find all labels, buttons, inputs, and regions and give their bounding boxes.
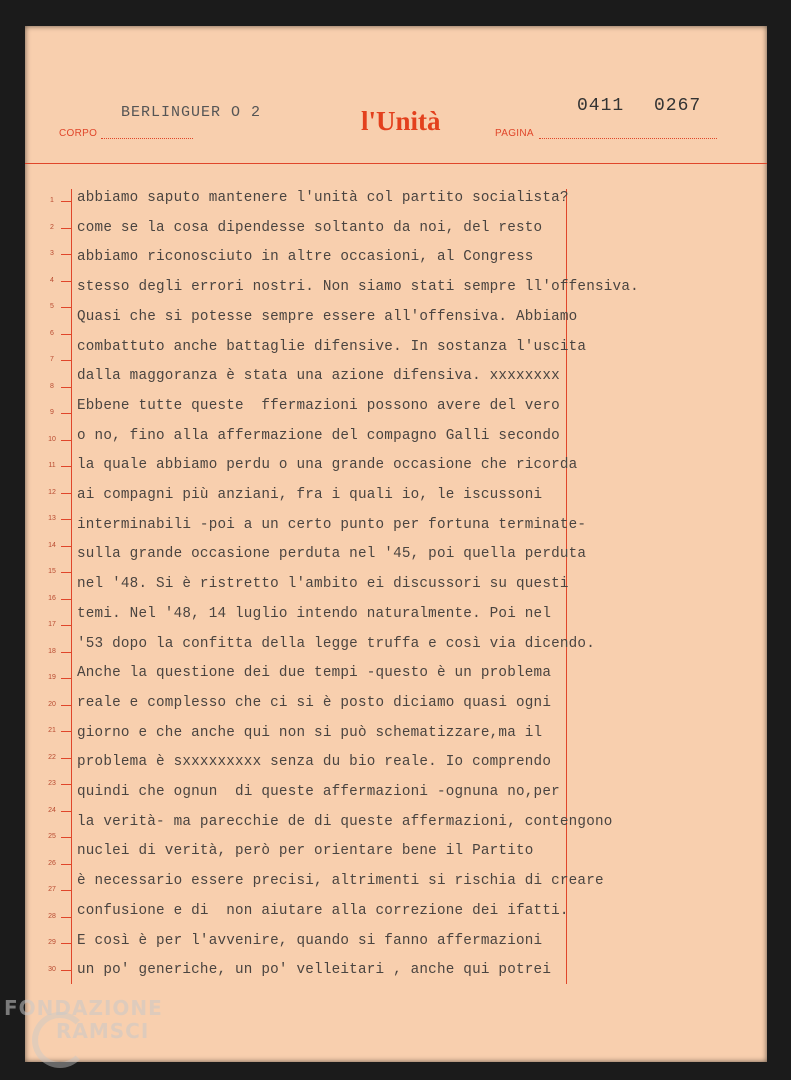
line-number: 19 xyxy=(48,674,56,681)
line-tick xyxy=(61,970,71,971)
text-line: confusione e di non aiutare alla correzione dei ifatti. xyxy=(77,902,569,919)
line-number: 20 xyxy=(48,700,56,708)
text-line: nuclei di verità, però per orientare bene il Partito xyxy=(77,843,534,860)
text-line: la verità- ma parecchie de di queste affermazioni, contengono xyxy=(77,813,613,830)
pagina-label: PAGINA xyxy=(495,128,534,139)
line-tick xyxy=(61,546,71,547)
line-tick xyxy=(61,466,71,467)
line-number: 11 xyxy=(48,462,56,469)
header-rule xyxy=(25,163,767,164)
text-line: sulla grande occasione perduta nel '45, poi quella perduta xyxy=(77,546,587,563)
watermark-fondazione: FONDAZIONE xyxy=(4,996,163,1020)
text-line: dalla maggoranza è stata una azione difensiva. xxxxxxxx xyxy=(77,368,560,385)
line-number: 8 xyxy=(50,382,54,390)
line-tick xyxy=(61,254,71,255)
line-tick xyxy=(61,731,71,732)
line-tick xyxy=(61,652,71,653)
corpo-value: BERLINGUER O 2 xyxy=(121,104,262,121)
pagina-value: 0411 0267 xyxy=(577,96,702,116)
line-tick xyxy=(61,334,71,335)
corpo-dotted-line xyxy=(101,138,193,139)
text-line: Anche la questione dei due tempi -questo è un problema xyxy=(77,665,552,682)
line-tick xyxy=(61,705,71,706)
line-tick xyxy=(61,784,71,785)
line-number: 6 xyxy=(50,329,54,337)
line-tick xyxy=(61,413,71,414)
line-number: 12 xyxy=(48,488,56,496)
text-line: o no, fino alla affermazione del compagno Galli secondo xyxy=(77,427,560,444)
text-line: abbiamo saputo mantenere l'unità col partito socialista? xyxy=(77,190,569,206)
line-tick xyxy=(61,519,71,520)
line-number: 23 xyxy=(48,780,56,787)
pagina-dotted-line xyxy=(539,138,717,139)
left-margin-line xyxy=(71,189,72,984)
line-number: 13 xyxy=(48,515,56,522)
line-tick xyxy=(61,943,71,944)
line-number: 10 xyxy=(48,435,56,443)
line-tick xyxy=(61,599,71,600)
line-tick xyxy=(61,281,71,282)
text-line: nel '48. Si è ristretto l'ambito ei discussori su questi xyxy=(77,576,569,593)
text-line: temi. Nel '48, 14 luglio intendo naturalmente. Poi nel xyxy=(77,605,552,622)
line-tick xyxy=(61,572,71,573)
line-number: 4 xyxy=(50,276,54,284)
text-line: un po' generiche, un po' velleitari , anche qui potrei xyxy=(77,962,552,979)
text-line: stesso degli errori nostri. Non siamo stati sempre ll'offensiva. xyxy=(77,279,639,296)
line-tick xyxy=(61,864,71,865)
line-tick xyxy=(61,625,71,626)
text-line: Ebbene tutte queste ffermazioni possono avere del vero xyxy=(77,397,560,414)
line-number: 7 xyxy=(50,356,54,363)
text-line: è necessario essere precisi, altrimenti si rischia di creare xyxy=(77,873,604,890)
line-number: 27 xyxy=(48,886,56,893)
line-number: 26 xyxy=(48,859,56,867)
line-number: 1 xyxy=(50,197,54,204)
line-tick xyxy=(61,228,71,229)
line-tick xyxy=(61,493,71,494)
text-line: interminabili -poi a un certo punto per fortuna terminate- xyxy=(77,516,587,533)
text-line: E così è per l'avvenire, quando si fanno affermazioni xyxy=(77,932,543,949)
line-number: 30 xyxy=(48,965,56,973)
text-line: problema è sxxxxxxxxx senza du bio reale. Io comprendo xyxy=(77,754,552,771)
line-number: 25 xyxy=(48,833,56,840)
line-tick xyxy=(61,307,71,308)
line-tick xyxy=(61,917,71,918)
line-number: 22 xyxy=(48,753,56,761)
line-number: 5 xyxy=(50,303,54,310)
line-number: 18 xyxy=(48,647,56,655)
watermark-gramsci: RAMSCI xyxy=(56,1019,150,1043)
line-tick xyxy=(61,360,71,361)
newspaper-title: l'Unità xyxy=(361,106,441,136)
line-number: 17 xyxy=(48,621,56,628)
line-number: 28 xyxy=(48,912,56,920)
line-tick xyxy=(61,201,71,202)
line-tick xyxy=(61,440,71,441)
line-number: 15 xyxy=(48,568,56,575)
text-line: reale e complesso che ci si è posto diciamo quasi ogni xyxy=(77,694,552,711)
text-line: abbiamo riconosciuto in altre occasioni, al Congress xyxy=(77,249,534,266)
line-tick xyxy=(61,758,71,759)
line-tick xyxy=(61,811,71,812)
line-tick xyxy=(61,678,71,679)
text-line: '53 dopo la confitta della legge truffa e così via dicendo. xyxy=(77,635,595,652)
line-tick xyxy=(61,890,71,891)
document-sheet xyxy=(25,26,767,1062)
line-number: 16 xyxy=(48,594,56,602)
text-line: combattuto anche battaglie difensive. In sostanza l'uscita xyxy=(77,338,587,355)
text-line: come se la cosa dipendesse soltanto da noi, del resto xyxy=(77,219,543,236)
line-number: 24 xyxy=(48,806,56,814)
text-line: la quale abbiamo perdu o una grande occasione che ricorda xyxy=(77,457,578,474)
line-number: 29 xyxy=(48,939,56,946)
line-number: 14 xyxy=(48,541,56,549)
text-line: ai compagni più anziani, fra i quali io, le iscussoni xyxy=(77,487,543,503)
text-line: quindi che ognun di queste affermazioni -ognuna no,per xyxy=(77,784,560,800)
line-number: 21 xyxy=(48,727,56,734)
line-tick xyxy=(61,387,71,388)
line-number: 3 xyxy=(50,250,54,257)
line-number: 9 xyxy=(50,409,54,416)
line-tick xyxy=(61,837,71,838)
text-line: giorno e che anche qui non si può schematizzare,ma il xyxy=(77,724,543,741)
line-number: 2 xyxy=(50,223,54,231)
corpo-label: CORPO xyxy=(59,128,98,139)
text-line: Quasi che si potesse sempre essere all'offensiva. Abbiamo xyxy=(77,308,578,325)
